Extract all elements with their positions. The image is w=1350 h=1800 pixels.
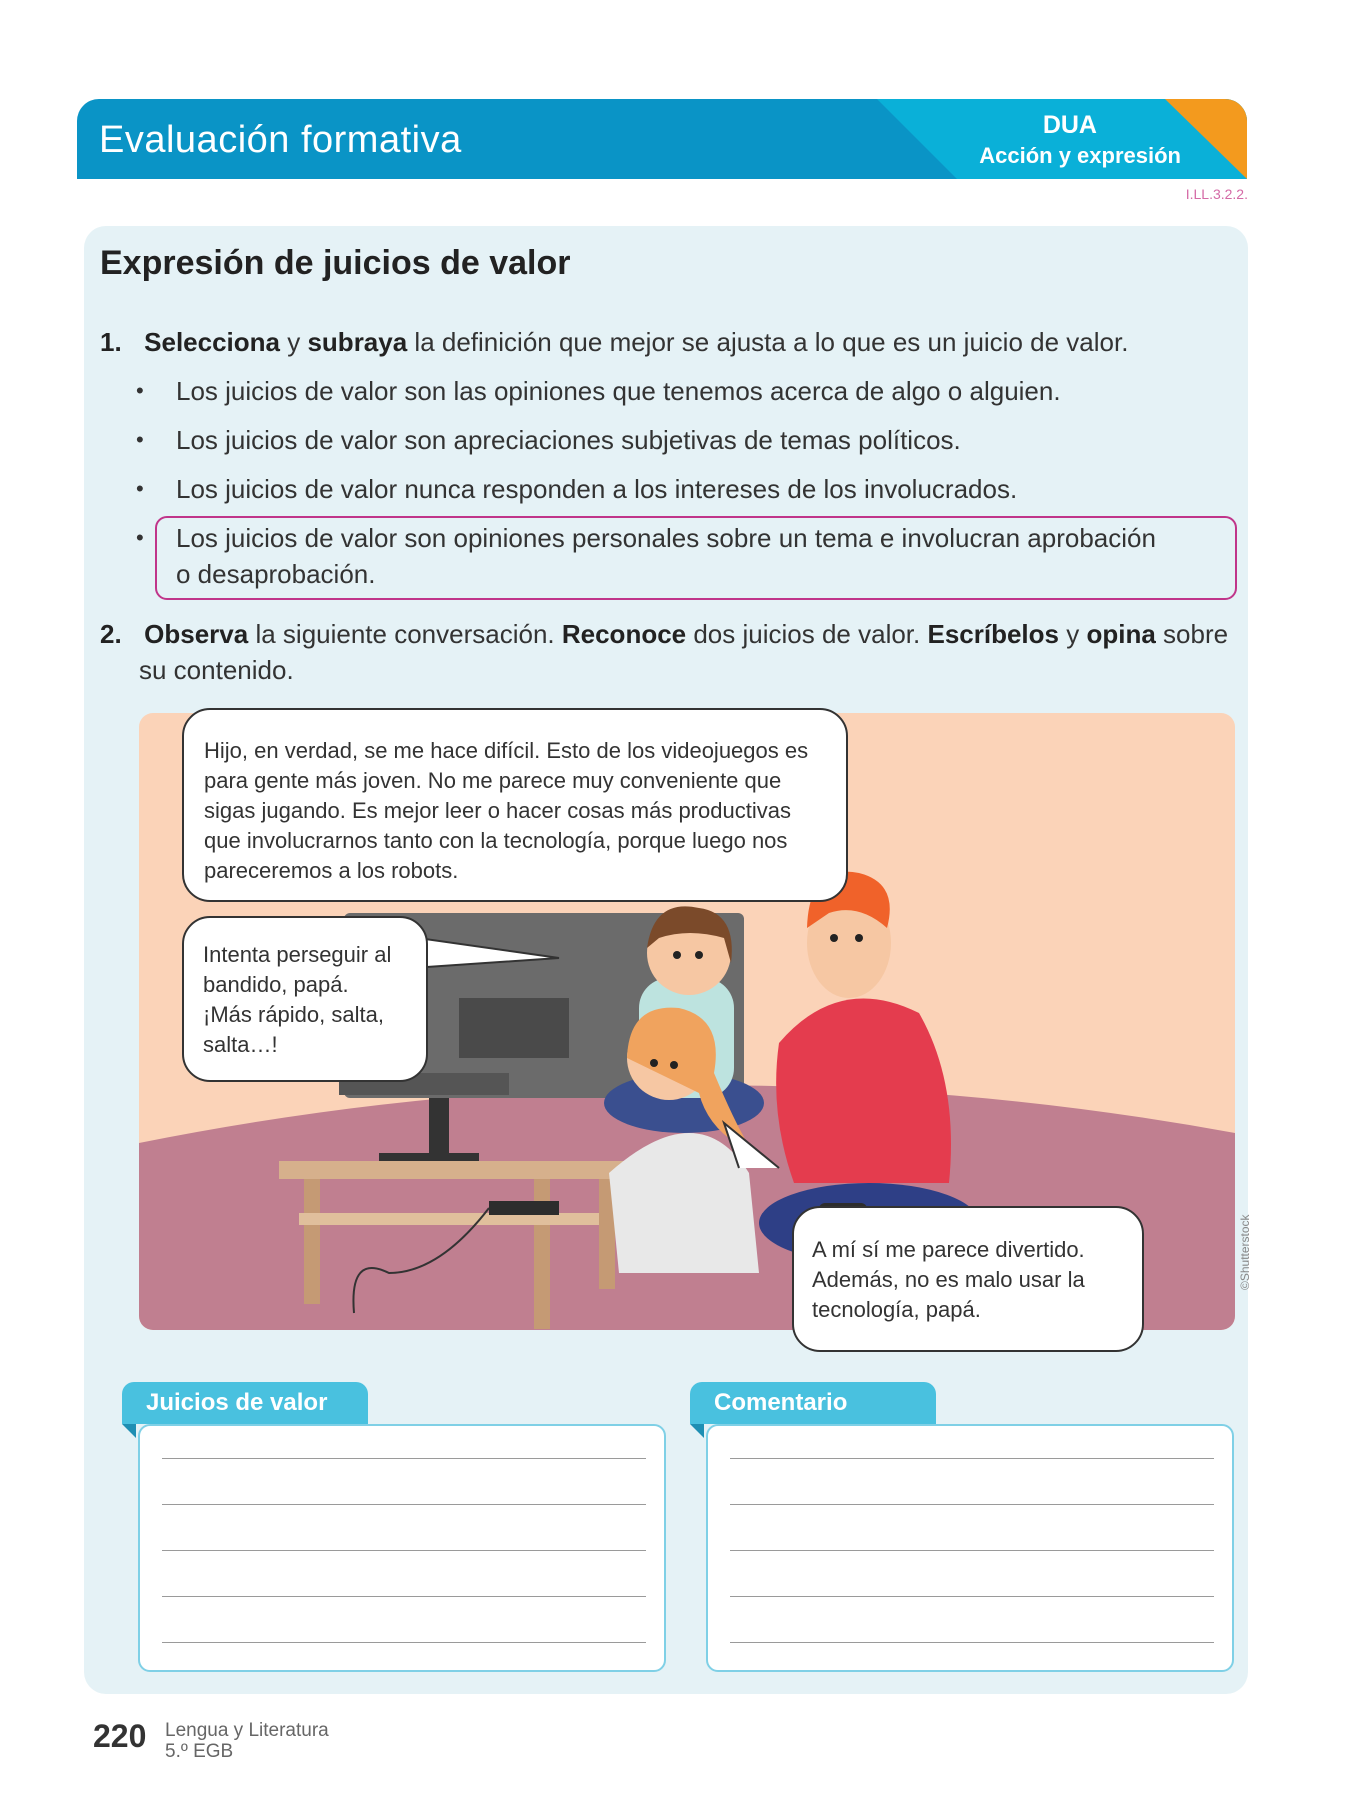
bullet-icon: •	[136, 476, 144, 501]
writing-line[interactable]	[730, 1596, 1214, 1597]
text: la siguiente conversación.	[248, 619, 562, 649]
text: sobre	[1155, 619, 1229, 649]
image-credit: ©Shutterstock	[1238, 1214, 1252, 1290]
question-number: 2.	[100, 619, 122, 649]
bubble-line: ¡Más rápido, salta,	[203, 1002, 384, 1027]
father-shirt	[776, 998, 951, 1183]
bullet-icon: •	[136, 427, 144, 452]
text: y	[1059, 619, 1087, 649]
section-title: Expresión de juicios de valor	[100, 244, 571, 282]
instruction-verb: Reconoce	[561, 619, 687, 649]
bubble-line: pareceremos a los robots.	[204, 858, 459, 883]
writing-line[interactable]	[162, 1642, 646, 1643]
boy-speech-bubble	[182, 916, 428, 1082]
option-4-continued[interactable]: o desaprobación.	[176, 559, 376, 589]
bullet-icon: •	[136, 525, 144, 550]
tv-screen	[459, 998, 569, 1058]
page-title: Evaluación formativa	[99, 119, 462, 161]
comentario-answer-box[interactable]	[706, 1424, 1234, 1672]
bubble-line: que involucrarnos tanto con la tecnología, porque luego nos	[204, 828, 788, 853]
tab-fold	[122, 1424, 136, 1438]
dua-subtitle: Acción y expresión	[979, 143, 1181, 168]
bubble-line: Hijo, en verdad, se me hace difícil. Esto de los videojuegos es	[204, 738, 809, 763]
page-number: 220	[93, 1718, 147, 1754]
bubble-line: sigas jugando. Es mejor leer o hacer cosas más productivas	[204, 798, 791, 823]
juicios-tab: Juicios de valor	[122, 1382, 368, 1424]
father-speech-bubble	[182, 708, 848, 902]
bubble-line: tecnología, papá.	[812, 1297, 981, 1322]
instruction-verb: Selecciona	[144, 327, 281, 357]
header-banner	[77, 99, 1247, 179]
tab-fold	[690, 1424, 704, 1438]
text: y	[280, 327, 308, 357]
grade-label: 5.º EGB	[165, 1741, 234, 1762]
girl-speech-bubble	[792, 1206, 1144, 1352]
option-3[interactable]: Los juicios de valor nunca responden a los intereses de los involucrados.	[176, 474, 1018, 504]
instruction-verb: Escríbelos	[927, 619, 1059, 649]
bubble-line: Además, no es malo usar la	[812, 1267, 1085, 1292]
writing-line[interactable]	[730, 1642, 1214, 1643]
bubble-line: Intenta perseguir al	[203, 942, 392, 967]
bubble-line: bandido, papá.	[203, 972, 349, 997]
bubble-line: A mí sí me parece divertido.	[812, 1237, 1085, 1262]
question-2-continued: su contenido.	[139, 655, 294, 685]
tv-stand	[429, 1098, 449, 1158]
bubble-line: salta…!	[203, 1032, 278, 1057]
footer-info	[165, 1720, 329, 1762]
writing-line[interactable]	[730, 1458, 1214, 1459]
comentario-tab: Comentario	[690, 1382, 936, 1424]
instruction-verb: subraya	[307, 327, 408, 357]
question-1	[100, 324, 1128, 360]
dua-label: DUA	[1042, 111, 1097, 139]
text: dos juicios de valor.	[686, 619, 928, 649]
bubble-line: para gente más joven. No me parece muy conveniente que	[204, 768, 782, 793]
option-2[interactable]: Los juicios de valor son apreciaciones subjetivas de temas políticos.	[176, 425, 961, 455]
writing-line[interactable]	[162, 1458, 646, 1459]
option-4[interactable]: Los juicios de valor son opiniones personales sobre un tema e involucran aprobación	[176, 523, 1156, 553]
question-number: 1.	[100, 327, 122, 357]
question-2	[100, 616, 1250, 652]
writing-line[interactable]	[162, 1596, 646, 1597]
indicator-code: I.LL.3.2.2.	[1185, 186, 1248, 202]
console-icon	[489, 1201, 559, 1215]
table-leg	[304, 1179, 320, 1304]
bullet-icon: •	[136, 378, 144, 403]
subject-label: Lengua y Literatura	[165, 1720, 329, 1741]
instruction-verb: Observa	[144, 619, 249, 649]
text: la definición que mejor se ajusta a lo que es un juicio de valor.	[407, 327, 1129, 357]
table-top	[279, 1161, 629, 1179]
writing-line[interactable]	[162, 1550, 646, 1551]
juicios-answer-box[interactable]	[138, 1424, 666, 1672]
option-1[interactable]: Los juicios de valor son las opiniones que tenemos acerca de algo o alguien.	[176, 376, 1061, 406]
writing-line[interactable]	[730, 1550, 1214, 1551]
instruction-verb: opina	[1086, 619, 1156, 649]
writing-line[interactable]	[730, 1504, 1214, 1505]
writing-line[interactable]	[162, 1504, 646, 1505]
